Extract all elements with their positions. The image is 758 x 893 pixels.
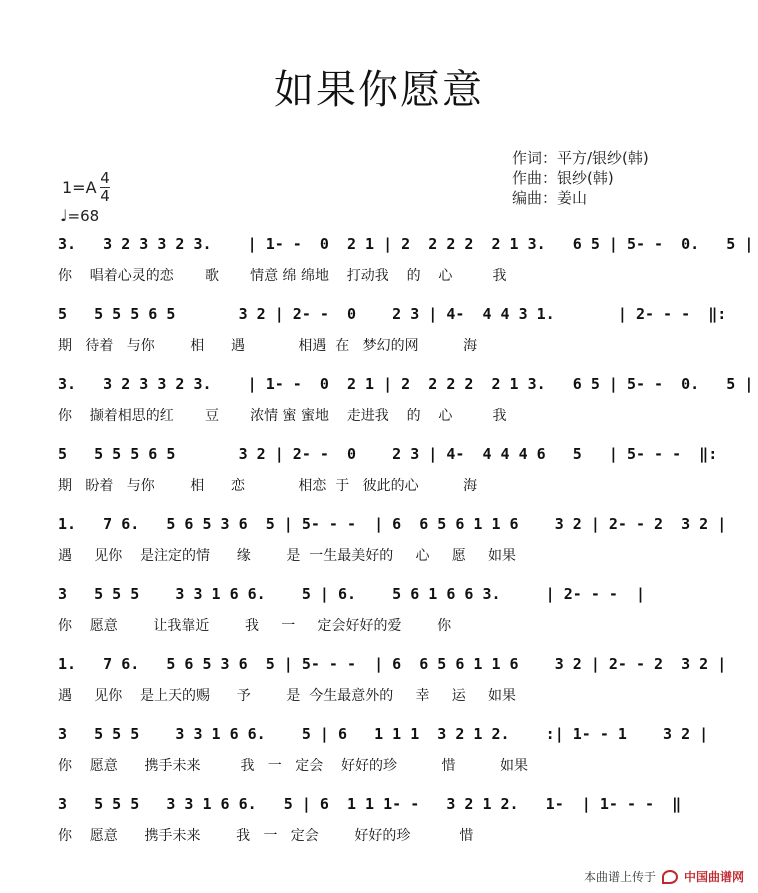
lyric-line: 遇 见你 是上天的赐 予 是 今生最意外的 幸 运 如果: [58, 688, 517, 704]
notation-line: 5 5 5 5 6 5 3 2 | 2- - 0 2 3 | 4- 4 4 3 1. | 2- - - ‖:: [58, 305, 727, 323]
site-name[interactable]: 中国曲谱网: [683, 870, 744, 884]
lyric-line: 你 愿意 让我靠近 我 一 定会好好的爱 你: [58, 618, 452, 634]
notation-line: 3 5 5 5 3 3 1 6 6. 5 | 6 1 1 1- - 3 2 1 2. 1- | 1- - - ‖: [58, 795, 682, 813]
score-system-9: [58, 792, 702, 854]
notation-line: 5 5 5 5 6 5 3 2 | 2- - 0 2 3 | 4- 4 4 4 6 5 | 5- - - ‖:: [58, 445, 718, 463]
score-system-6: [58, 582, 702, 644]
score-system-4: [58, 442, 718, 504]
score-system-8: [58, 722, 709, 784]
lyric-line: 你 撷着相思的红 豆 浓情 蜜 蜜地 走进我 的 心 我: [58, 408, 507, 424]
lyric-line: 遇 见你 是注定的情 缘 是 一生最美好的 心 愿 如果: [58, 548, 517, 564]
quarter-note-icon: ♩: [60, 206, 68, 225]
tempo-marking: [60, 206, 99, 225]
composer-credit: 作曲：银纱(韩): [512, 169, 614, 187]
credits-block: [512, 148, 649, 208]
key-signature: 1=A: [62, 178, 97, 197]
score-system-7: [58, 652, 727, 714]
upload-footer: [584, 868, 744, 885]
song-title: 如果你愿意: [274, 67, 484, 113]
lyric-line: 期 盼着 与你 相 恋 相恋 于 彼此的心 海: [58, 478, 478, 494]
time-signature: [100, 170, 110, 205]
site-logo-icon: [662, 870, 678, 884]
score-system-2: [58, 302, 727, 364]
score-system-5: [58, 512, 727, 574]
notation-line: 1. 7 6. 5 6 5 3 6 5 | 5- - - | 6 6 5 6 1 1 6 3 2 | 2- - 2 3 2 |: [58, 515, 727, 533]
lyric-line: 你 愿意 携手未来 我 一 定会 好好的珍 惜 如果: [58, 758, 529, 774]
lyricist-credit: 作词：平方/银纱(韩): [512, 149, 649, 167]
meter-bottom: 4: [100, 187, 110, 205]
notation-line: 3. 3 2 3 3 2 3. | 1- - 0 2 1 | 2 2 2 2 2 1 3. 6 5 | 5- - 0. 5 |: [58, 375, 754, 393]
notation-line: 3. 3 2 3 3 2 3. | 1- - 0 2 1 | 2 2 2 2 2 1 3. 6 5 | 5- - 0. 5 |: [58, 235, 754, 253]
lyric-line: 期 待着 与你 相 遇 相遇 在 梦幻的网 海: [58, 338, 478, 354]
lyric-line: 你 唱着心灵的恋 歌 情意 绵 绵地 打动我 的 心 我: [58, 268, 507, 284]
tempo-value: =68: [67, 207, 100, 225]
lyric-line: 你 愿意 携手未来 我 一 定会 好好的珍 惜: [58, 828, 474, 844]
notation-line: 3 5 5 5 3 3 1 6 6. 5 | 6 1 1 1 3 2 1 2. :| 1- - 1 3 2 |: [58, 725, 709, 743]
score-system-1: [58, 232, 754, 294]
upload-text: 本曲谱上传于: [583, 870, 656, 884]
meter-top: 4: [100, 169, 110, 187]
notation-line: 1. 7 6. 5 6 5 3 6 5 | 5- - - | 6 6 5 6 1 1 6 3 2 | 2- - 2 3 2 |: [58, 655, 727, 673]
notation-line: 3 5 5 5 3 3 1 6 6. 5 | 6. 5 6 1 6 6 3. | 2- - - |: [58, 585, 645, 603]
arranger-credit: 编曲：姜山: [512, 189, 588, 207]
score-system-3: [58, 372, 754, 434]
